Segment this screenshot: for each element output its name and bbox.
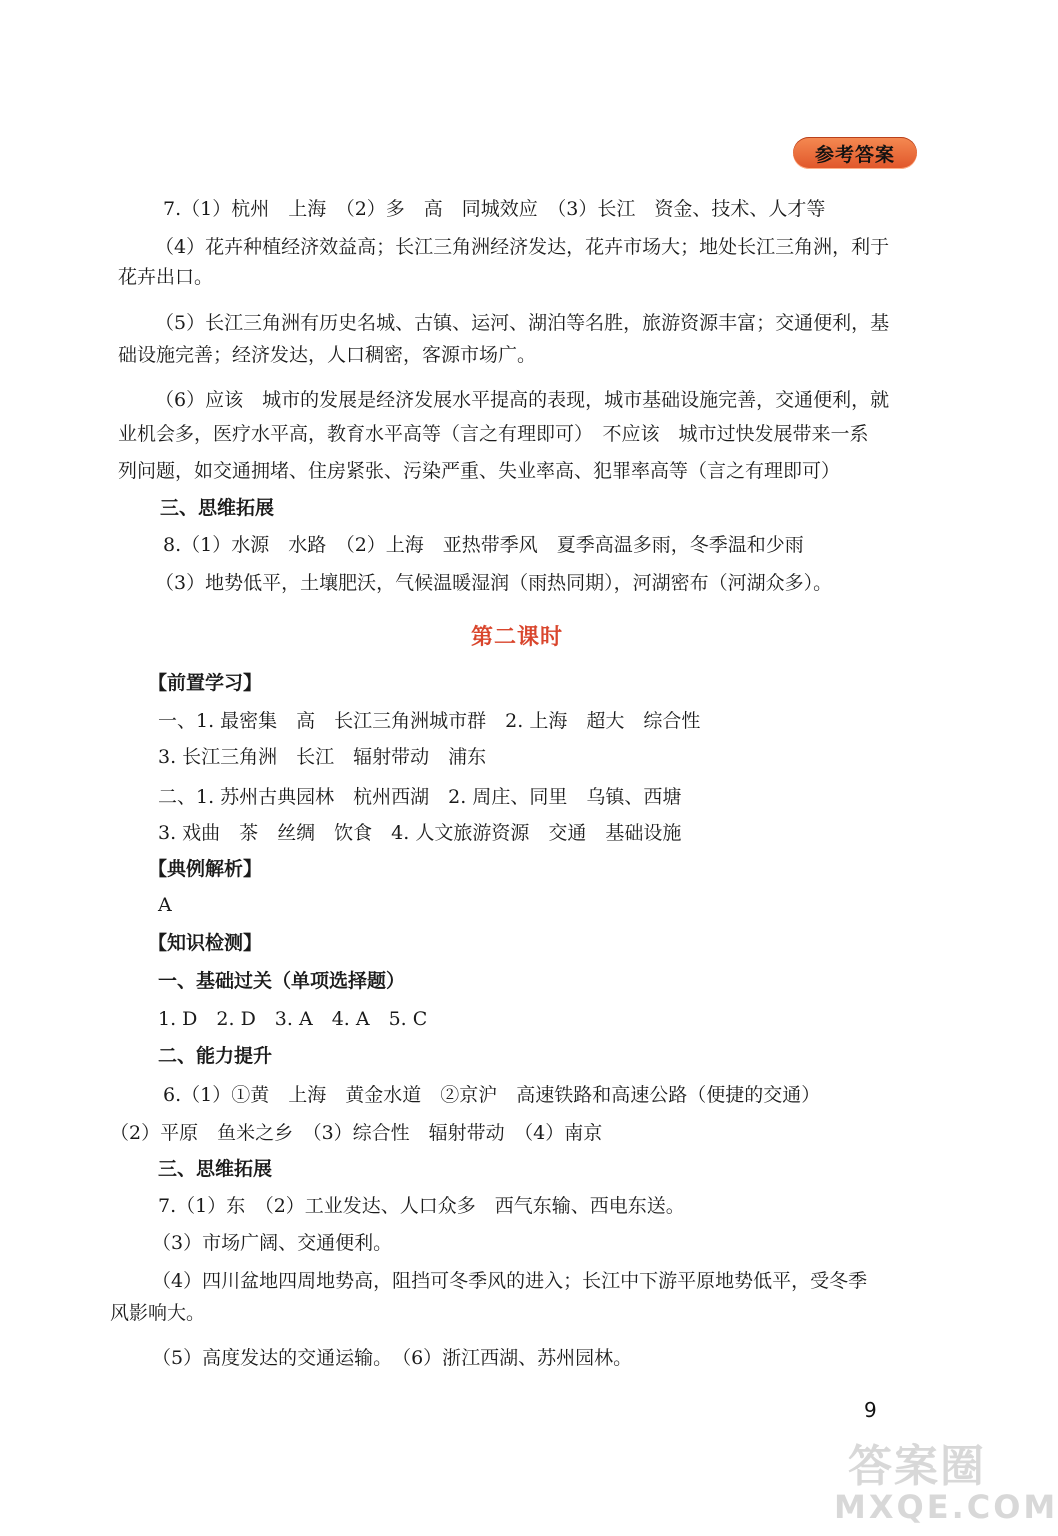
answer-line: A — [158, 894, 172, 916]
answer-line: 花卉出口。 — [118, 266, 214, 288]
answer-line: 6.（1）①黄 上海 黄金水道 ②京沪 高速铁路和高速公路（便捷的交通） — [163, 1084, 821, 1106]
section-heading: 【典例解析】 — [148, 858, 263, 880]
answer-line: 二、1. 苏州古典园林 杭州西湖 2. 周庄、同里 乌镇、西塘 — [158, 786, 682, 808]
watermark-url: MXQE.COM — [834, 1488, 1058, 1526]
answer-line: 8.（1）水源 水路 （2）上海 亚热带季风 夏季高温多雨，冬季温和少雨 — [163, 534, 804, 556]
answer-line: （3）地势低平，土壤肥沃，气候温暖湿润（雨热同期），河湖密布（河湖众多）。 — [155, 572, 833, 594]
answer-line: 列问题，如交通拥堵、住房紧张、污染严重、失业率高、犯罪率高等（言之有理即可） — [118, 460, 841, 482]
answer-line: （4）花卉种植经济效益高；长江三角洲经济发达，花卉市场大；地处长江三角洲，利于 — [155, 236, 890, 258]
answer-line: 础设施完善；经济发达，人口稠密，客源市场广。 — [118, 344, 537, 366]
reference-answer-badge: 参考答案 — [793, 137, 917, 169]
watermark-text: 答案圈 — [848, 1441, 986, 1492]
answer-line: 7.（1）杭州 上海 （2）多 高 同城效应 （3）长江 资金、技术、人才等 — [163, 198, 826, 220]
answer-line: 风影响大。 — [110, 1302, 206, 1324]
answer-line: （5）长江三角洲有历史名城、古镇、运河、湖泊等名胜，旅游资源丰富；交通便利，基 — [155, 312, 890, 334]
section-heading: 【前置学习】 — [148, 672, 263, 694]
answer-line: （4）四川盆地四周地势高，阻挡可冬季风的进入；长江中下游平原地势低平，受冬季 — [152, 1270, 868, 1292]
answer-line: 3. 戏曲 茶 丝绸 饮食 4. 人文旅游资源 交通 基础设施 — [158, 822, 682, 844]
section-heading: 三、思维拓展 — [160, 497, 275, 519]
section-heading: 三、思维拓展 — [158, 1158, 273, 1180]
lesson-title: 第二课时 — [470, 624, 563, 650]
section-heading: 一、基础过关（单项选择题） — [158, 970, 406, 992]
page-number: 9 — [864, 1398, 877, 1422]
answer-line: 1. D 2. D 3. A 4. A 5. C — [158, 1008, 428, 1030]
watermark-logo — [830, 1430, 1058, 1530]
section-heading: 二、能力提升 — [158, 1045, 273, 1067]
answer-line: 7.（1）东 （2）工业发达、人口众多 西气东输、西电东送。 — [158, 1195, 685, 1217]
answer-line: （5）高度发达的交通运输。 （6）浙江西湖、苏州园林。 — [152, 1347, 633, 1369]
answer-line: 业机会多，医疗水平高，教育水平高等（言之有理即可） 不应该 城市过快发展带来一系 — [118, 423, 869, 445]
answer-line: 一、1. 最密集 高 长江三角洲城市群 2. 上海 超大 综合性 — [158, 710, 701, 732]
section-heading: 【知识检测】 — [148, 932, 263, 954]
answer-line: （6）应该 城市的发展是经济发展水平提高的表现，城市基础设施完善，交通便利，就 — [155, 389, 890, 411]
answer-line: （2）平原 鱼米之乡 （3）综合性 辐射带动 （4）南京 — [110, 1122, 603, 1144]
answer-line: 3. 长江三角洲 长江 辐射带动 浦东 — [158, 746, 487, 768]
answer-line: （3）市场广阔、交通便利。 — [152, 1232, 393, 1254]
